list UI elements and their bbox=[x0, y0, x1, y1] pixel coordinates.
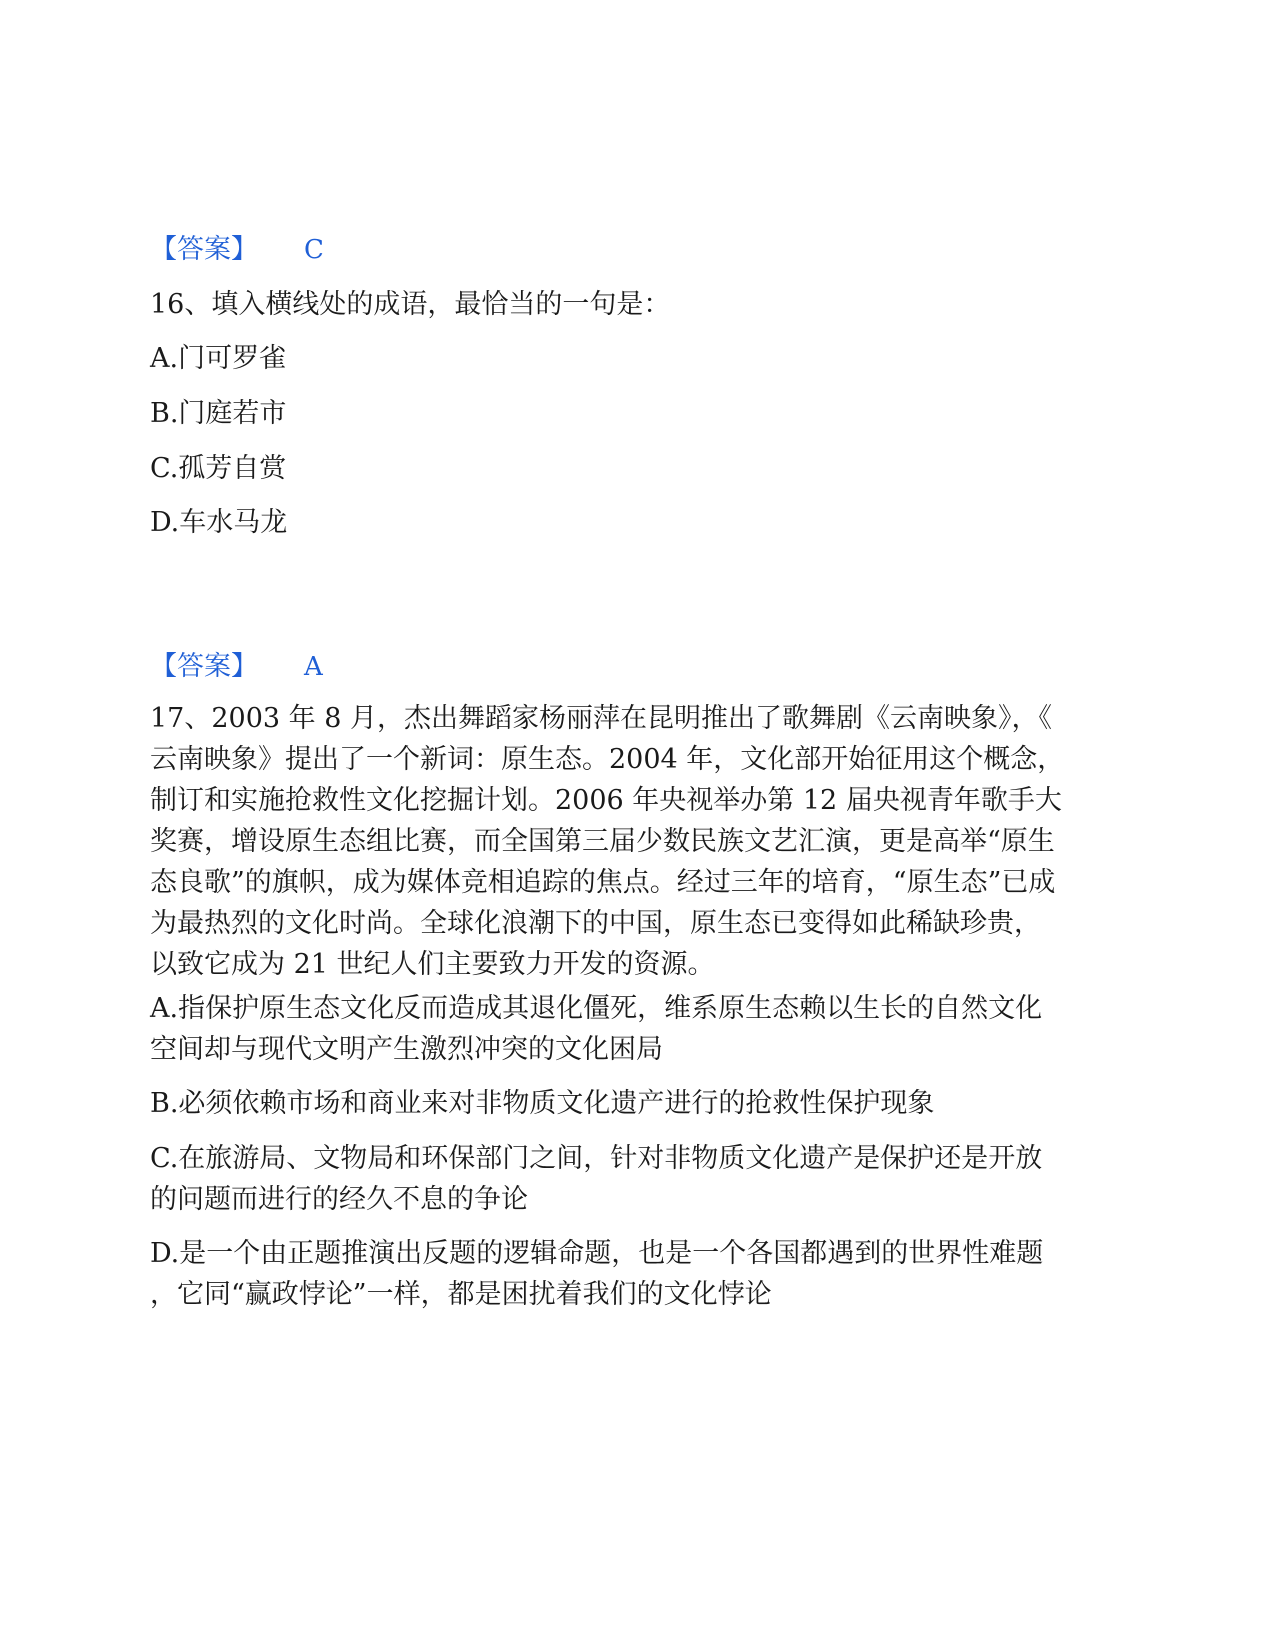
answer-label: 【答案】 bbox=[150, 651, 258, 682]
q17-option-d-line: ，它同“赢政悖论”一样，都是困扰着我们的文化悖论 bbox=[150, 1279, 772, 1310]
q17-option-d bbox=[150, 1233, 1125, 1315]
q17-option-b-line: B.必须依赖市场和商业来对非物质文化遗产进行的抢救性保护现象 bbox=[150, 1088, 935, 1119]
q16-option-b: B.门庭若市 bbox=[150, 398, 287, 429]
q17-question-line: 态良歌”的旗帜，成为媒体竞相追踪的焦点。经过三年的培育，“原生态”已成 bbox=[150, 867, 1056, 898]
q17-option-c bbox=[150, 1138, 1125, 1220]
answer-value: C bbox=[304, 235, 324, 265]
q17-question-line: 奖赛，增设原生态组比赛，而全国第三届少数民族文艺汇演，更是高举“原生 bbox=[150, 826, 1055, 857]
q17-option-c-line: C.在旅游局、文物局和环保部门之间，针对非物质文化遗产是保护还是开放 bbox=[150, 1143, 1043, 1174]
q16-question: 16、填入横线处的成语，最恰当的一句是： bbox=[150, 289, 671, 320]
answer-value: A bbox=[304, 652, 323, 682]
q17-question-line: 为最热烈的文化时尚。全球化浪潮下的中国，原生态已变得如此稀缺珍贵， bbox=[150, 908, 1041, 939]
q17-question-line: 以致它成为 21 世纪人们主要致力开发的资源。 bbox=[150, 949, 715, 980]
q17-option-a-line: 空间却与现代文明产生激烈冲突的文化困局 bbox=[150, 1034, 663, 1065]
q16-option-c: C.孤芳自赏 bbox=[150, 453, 287, 484]
q17-question-line: 制订和实施抢救性文化挖掘计划。2006 年央视举办第 12 届央视青年歌手大 bbox=[150, 785, 1062, 816]
q17-option-d-line: D.是一个由正题推演出反题的逻辑命题，也是一个各国都遇到的世界性难题 bbox=[150, 1238, 1044, 1269]
q17-question-line: 17、2003 年 8 月，杰出舞蹈家杨丽萍在昆明推出了歌舞剧《云南映象》，《 bbox=[150, 703, 1052, 734]
q15-answer bbox=[150, 232, 1125, 268]
q17-option-a bbox=[150, 988, 1125, 1070]
q17-question bbox=[150, 698, 1125, 985]
q16-option-d: D.车水马龙 bbox=[150, 507, 288, 538]
q16-option-a: A.门可罗雀 bbox=[150, 343, 287, 374]
answer-label: 【答案】 bbox=[150, 234, 258, 265]
q17-question-line: 云南映象》提出了一个新词：原生态。2004 年，文化部开始征用这个概念， bbox=[150, 744, 1065, 775]
q16-answer bbox=[150, 649, 1125, 685]
q17-option-c-line: 的问题而进行的经久不息的争论 bbox=[150, 1184, 528, 1215]
q17-option-b bbox=[150, 1083, 1125, 1124]
q17-option-a-line: A.指保护原生态文化反而造成其退化僵死，维系原生态赖以生长的自然文化 bbox=[150, 993, 1043, 1024]
